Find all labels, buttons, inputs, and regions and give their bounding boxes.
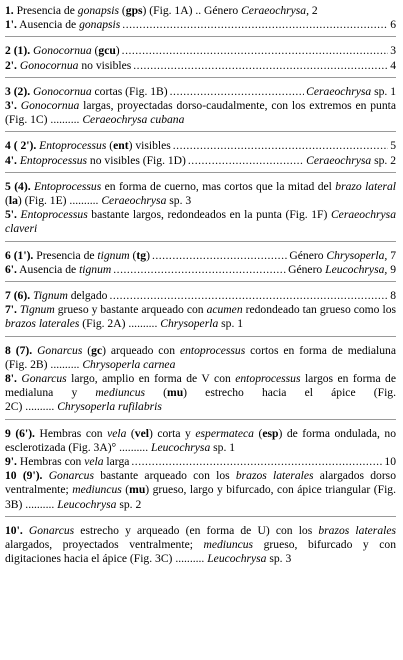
key-line bbox=[5, 18, 396, 32]
key-result bbox=[306, 154, 396, 168]
leader-dots bbox=[188, 154, 304, 168]
key-text: delgado bbox=[67, 289, 108, 303]
key-text: alargados dorso ventralmente; bbox=[5, 469, 396, 497]
key-text: Presencia de bbox=[13, 4, 78, 17]
key-line bbox=[5, 59, 396, 73]
couplet-number: gcu bbox=[98, 44, 116, 58]
key-text: ( bbox=[145, 386, 168, 400]
leader-dots bbox=[133, 59, 388, 73]
key-text: sp. 2 bbox=[116, 497, 142, 511]
key-result bbox=[390, 18, 396, 32]
key-line bbox=[5, 344, 396, 372]
key-statement bbox=[5, 249, 150, 263]
key-text: ( bbox=[119, 4, 126, 17]
couplet-number: 4'. bbox=[5, 153, 17, 167]
key-text: sp. 3 bbox=[266, 552, 292, 566]
key-result bbox=[288, 263, 396, 277]
key-text: no visibles bbox=[78, 58, 132, 72]
key-text: 5 bbox=[390, 139, 396, 153]
key-couplet bbox=[5, 289, 396, 337]
leader-dots bbox=[109, 289, 388, 303]
taxon-or-term: Chrysoperla carnea bbox=[82, 357, 176, 371]
taxon-or-term: entoprocessus bbox=[235, 372, 301, 386]
couplet-number: 8 (7). bbox=[5, 343, 33, 357]
taxon-or-term: Ceraeochrysa cubana bbox=[82, 113, 185, 127]
key-text: ) visibles bbox=[128, 139, 171, 153]
key-text: ) estrecho hacia el ápice (Fig. 2C) bbox=[5, 386, 396, 414]
key-line bbox=[5, 180, 396, 208]
leader-dots: .......... bbox=[22, 400, 55, 414]
key-couplet bbox=[5, 524, 396, 571]
taxon-or-term: Gonarcus bbox=[21, 372, 67, 386]
taxon-or-term: Gonarcus bbox=[37, 343, 83, 357]
key-line bbox=[5, 85, 396, 99]
key-line bbox=[5, 303, 396, 331]
key-text: ( bbox=[82, 343, 92, 357]
key-statement bbox=[5, 85, 168, 99]
taxon-or-term: Ceraeochrysa bbox=[306, 153, 372, 167]
key-line bbox=[5, 524, 396, 567]
taxon-or-term: Leucochrysa, bbox=[325, 262, 388, 276]
key-line bbox=[5, 372, 396, 415]
key-statement bbox=[5, 263, 111, 277]
key-text: 10 bbox=[384, 455, 396, 469]
key-statement bbox=[5, 59, 131, 73]
taxon-or-term: brazos laterales bbox=[318, 523, 396, 537]
key-result bbox=[384, 455, 396, 469]
key-couplet bbox=[5, 180, 396, 242]
couplet-number: mu bbox=[129, 483, 146, 497]
key-text: sp. 1 bbox=[218, 317, 244, 331]
key-statement bbox=[5, 44, 120, 58]
taxon-or-term: Tignum bbox=[33, 289, 68, 303]
key-text: Ausencia de bbox=[16, 18, 80, 32]
key-text: ( bbox=[253, 426, 263, 440]
key-text: ( bbox=[91, 44, 99, 58]
key-line bbox=[5, 208, 396, 236]
leader-dots bbox=[122, 44, 389, 58]
taxon-or-term: espermateca bbox=[195, 426, 254, 440]
key-text: larga bbox=[103, 455, 130, 469]
key-text: cortos en forma de medialuna (Fig. 2B) bbox=[5, 343, 396, 371]
couplet-number: 1. bbox=[5, 4, 14, 17]
key-text: ( bbox=[5, 194, 9, 208]
couplet-number: gps bbox=[125, 4, 143, 17]
leader-dots: .......... bbox=[22, 497, 55, 511]
key-text: alargados, proyectados ventralmente; bbox=[5, 538, 204, 552]
key-text: 7 bbox=[387, 248, 396, 262]
key-result bbox=[57, 400, 162, 413]
key-result bbox=[390, 139, 396, 153]
leader-dots bbox=[152, 249, 287, 263]
key-result bbox=[82, 113, 184, 126]
key-text: ) (Fig. 1A) .. Género bbox=[142, 4, 242, 17]
couplet-number: 3'. bbox=[5, 99, 17, 113]
key-statement bbox=[5, 289, 107, 303]
key-text: ( bbox=[121, 483, 130, 497]
couplet-number: 2 (1). bbox=[5, 44, 31, 58]
taxon-or-term: Gonarcus bbox=[48, 469, 94, 483]
couplet-number: ent bbox=[113, 139, 129, 153]
taxon-or-term: Gonarcus bbox=[28, 523, 75, 537]
couplet-number: tg bbox=[136, 248, 147, 262]
key-text: Ausencia de bbox=[16, 262, 80, 276]
key-text: 6 bbox=[390, 18, 396, 32]
key-result bbox=[57, 498, 141, 511]
couplet-number: 5 (4). bbox=[5, 179, 31, 193]
key-text: cortas (Fig. 1B) bbox=[91, 84, 168, 98]
couplet-number: 6 (1'). bbox=[5, 248, 34, 262]
leader-dots bbox=[122, 18, 388, 32]
leader-dots: .......... bbox=[47, 357, 80, 371]
key-text: 4 bbox=[390, 58, 396, 72]
key-result bbox=[101, 194, 191, 207]
taxon-or-term: mediuncus bbox=[72, 483, 122, 497]
taxon-or-term: Ceraeochrysa bbox=[101, 194, 167, 208]
taxon-or-term: brazos laterales bbox=[235, 469, 314, 483]
taxon-or-term: vela bbox=[84, 455, 104, 469]
key-line bbox=[5, 263, 396, 277]
key-statement bbox=[5, 180, 396, 207]
taxon-or-term: gonapsis bbox=[77, 4, 119, 17]
key-line bbox=[5, 154, 396, 168]
key-text: ( bbox=[129, 248, 137, 262]
taxon-or-term: Leucochrysa bbox=[57, 497, 117, 511]
key-text: ) (Fig. 1E) bbox=[17, 194, 67, 208]
couplet-number: 2'. bbox=[5, 58, 17, 72]
taxon-or-term: Chrysoperla, bbox=[326, 248, 388, 262]
taxon-or-term: Leucochrysa bbox=[207, 552, 267, 566]
leader-dots bbox=[131, 455, 382, 469]
key-statement bbox=[5, 18, 120, 32]
key-text: ( bbox=[106, 139, 114, 153]
couplet-number: 8'. bbox=[5, 372, 17, 386]
key-line bbox=[5, 139, 396, 153]
key-result bbox=[82, 358, 175, 371]
couplet-number: 9'. bbox=[5, 455, 17, 469]
couplet-number: gc bbox=[91, 343, 103, 357]
taxon-or-term: Entoprocessus bbox=[20, 208, 88, 222]
key-result bbox=[160, 317, 243, 330]
key-line bbox=[5, 44, 396, 58]
key-statement bbox=[5, 154, 186, 168]
key-text: ) bbox=[146, 248, 150, 262]
taxon-or-term: Chrysoperla bbox=[160, 317, 219, 331]
key-text: en forma de cuerno, mas cortos que la mitad del bbox=[101, 179, 336, 193]
key-line bbox=[5, 469, 396, 512]
couplet-number: la bbox=[8, 194, 18, 208]
key-text: largos en forma de medialuna y bbox=[5, 372, 396, 400]
key-line bbox=[5, 289, 396, 303]
key-text: grueso, bifurcado y con digitaciones hacia el ápice (Fig. 3C) bbox=[5, 538, 396, 566]
taxon-or-term: gonapsis bbox=[79, 18, 121, 32]
key-text: largo, amplio en forma de V con bbox=[66, 372, 236, 386]
key-text: 8 bbox=[390, 289, 396, 303]
key-line bbox=[5, 4, 396, 18]
couplet-number: 7'. bbox=[5, 303, 17, 317]
key-statement bbox=[5, 455, 129, 469]
couplet-number: vel bbox=[134, 426, 149, 440]
couplet-number: 9 (6'). bbox=[5, 426, 35, 440]
key-text: ) grueso, largo y bifurcado, con ápice triangular (Fig. 3B) bbox=[5, 483, 396, 511]
leader-dots bbox=[170, 85, 305, 99]
key-result bbox=[151, 441, 235, 454]
taxon-or-term: brazos laterales bbox=[5, 317, 80, 331]
key-text: 3 bbox=[390, 44, 396, 58]
couplet-number: 10 (9'). bbox=[5, 469, 43, 483]
leader-dots bbox=[113, 263, 286, 277]
couplet-number: 7 (6). bbox=[5, 289, 31, 303]
key-text: ) corta y bbox=[148, 426, 196, 440]
key-text: grueso y bastante arqueado con bbox=[54, 303, 207, 317]
key-text: ) arqueado con bbox=[102, 343, 180, 357]
key-result bbox=[207, 552, 291, 565]
key-couplet bbox=[5, 344, 396, 420]
key-text: Hembras con bbox=[34, 426, 108, 440]
leader-dots: .......... bbox=[66, 194, 99, 208]
taxon-or-term: Entoprocessus bbox=[19, 153, 88, 167]
key-text: Presencia de bbox=[33, 248, 98, 262]
key-text: redondeado tan grueso como los bbox=[242, 303, 396, 317]
key-text: ( bbox=[126, 426, 135, 440]
taxon-or-term: Chrysoperla rufilabris bbox=[57, 400, 162, 414]
couplet-number: esp bbox=[262, 426, 279, 440]
taxon-or-term: Gonocornua bbox=[20, 99, 80, 113]
couplet-number: 5'. bbox=[5, 208, 17, 222]
key-text: sp. 1 bbox=[371, 84, 396, 98]
key-text: sp. 2 bbox=[371, 153, 396, 167]
taxon-or-term: Entoprocessus bbox=[34, 179, 102, 193]
key-text: bastante arqueado con los bbox=[94, 469, 236, 483]
key-text: estrecho y arqueado (en forma de U) con los bbox=[74, 523, 319, 537]
couplet-number: 3 (2). bbox=[5, 84, 31, 98]
key-text: no visibles (Fig. 1D) bbox=[87, 153, 186, 167]
key-text: ) bbox=[115, 44, 120, 58]
couplet-number: 1'. bbox=[5, 18, 17, 32]
key-text: Género bbox=[288, 262, 326, 276]
taxon-or-term: entoprocessus bbox=[179, 343, 246, 357]
taxon-or-term: tignum bbox=[79, 262, 112, 276]
leader-dots: .......... bbox=[125, 317, 158, 331]
taxon-or-term: Ceraeochrysa bbox=[306, 84, 372, 98]
taxon-or-term: Gonocornua bbox=[33, 44, 92, 58]
couplet-number: 6'. bbox=[5, 262, 17, 276]
key-couplet bbox=[5, 85, 396, 133]
key-text: Género bbox=[289, 248, 327, 262]
key-text: (Fig. 2A) bbox=[79, 317, 126, 331]
key-text: sp. 3 bbox=[166, 194, 192, 208]
key-couplet bbox=[5, 139, 396, 172]
key-result bbox=[390, 289, 396, 303]
key-line bbox=[5, 99, 396, 127]
key-couplet bbox=[5, 249, 396, 282]
taxon-or-term: Gonocornua bbox=[33, 84, 92, 98]
key-text: sp. 1 bbox=[210, 440, 236, 454]
taxon-or-term: Leucochrysa bbox=[151, 440, 211, 454]
key-statement bbox=[5, 139, 171, 153]
key-result bbox=[390, 44, 396, 58]
key-text: 9 bbox=[387, 262, 396, 276]
taxon-or-term: Tignum bbox=[19, 303, 55, 317]
key-text: Hembras con bbox=[16, 455, 85, 469]
key-text: 2 bbox=[309, 4, 318, 17]
key-line bbox=[5, 427, 396, 455]
couplet-number: mu bbox=[167, 386, 184, 400]
taxon-or-term: Ceraeochrysa claveri bbox=[5, 208, 396, 236]
taxon-or-term: acumen bbox=[206, 303, 243, 317]
key-text: ) de forma ondulada, no esclerotizada (Fig. 3A)° bbox=[5, 426, 396, 454]
taxon-or-term: Gonocornua bbox=[19, 58, 79, 72]
key-line bbox=[5, 249, 396, 263]
key-line bbox=[5, 455, 396, 469]
taxon-or-term: mediuncus bbox=[95, 386, 146, 400]
key-couplet bbox=[5, 4, 396, 37]
taxon-or-term: Entoprocessus bbox=[39, 139, 107, 153]
leader-dots: .......... bbox=[172, 552, 205, 566]
key-result bbox=[306, 85, 396, 99]
leader-dots bbox=[173, 139, 388, 153]
leader-dots: .......... bbox=[47, 113, 80, 127]
key-text: bastante largos, redondeados en la punta (Fig. 1F) bbox=[87, 208, 331, 222]
couplet-number: 10'. bbox=[5, 523, 23, 537]
key-result bbox=[390, 59, 396, 73]
taxon-or-term: tignum bbox=[97, 248, 130, 262]
taxon-or-term: vela bbox=[107, 426, 127, 440]
key-result bbox=[289, 249, 396, 263]
key-text: largas, proyectadas dorso-caudalmente, con los extremos en punta (Fig. 1C) bbox=[5, 99, 396, 127]
taxon-or-term: mediuncus bbox=[203, 538, 254, 552]
taxon-or-term: brazo lateral bbox=[335, 179, 396, 193]
taxon-or-term: Ceraeochrysa, bbox=[241, 4, 310, 17]
key-couplet bbox=[5, 427, 396, 517]
key-couplet bbox=[5, 44, 396, 77]
couplet-number: 4 ( 2'). bbox=[5, 139, 37, 153]
leader-dots: .......... bbox=[116, 440, 149, 454]
